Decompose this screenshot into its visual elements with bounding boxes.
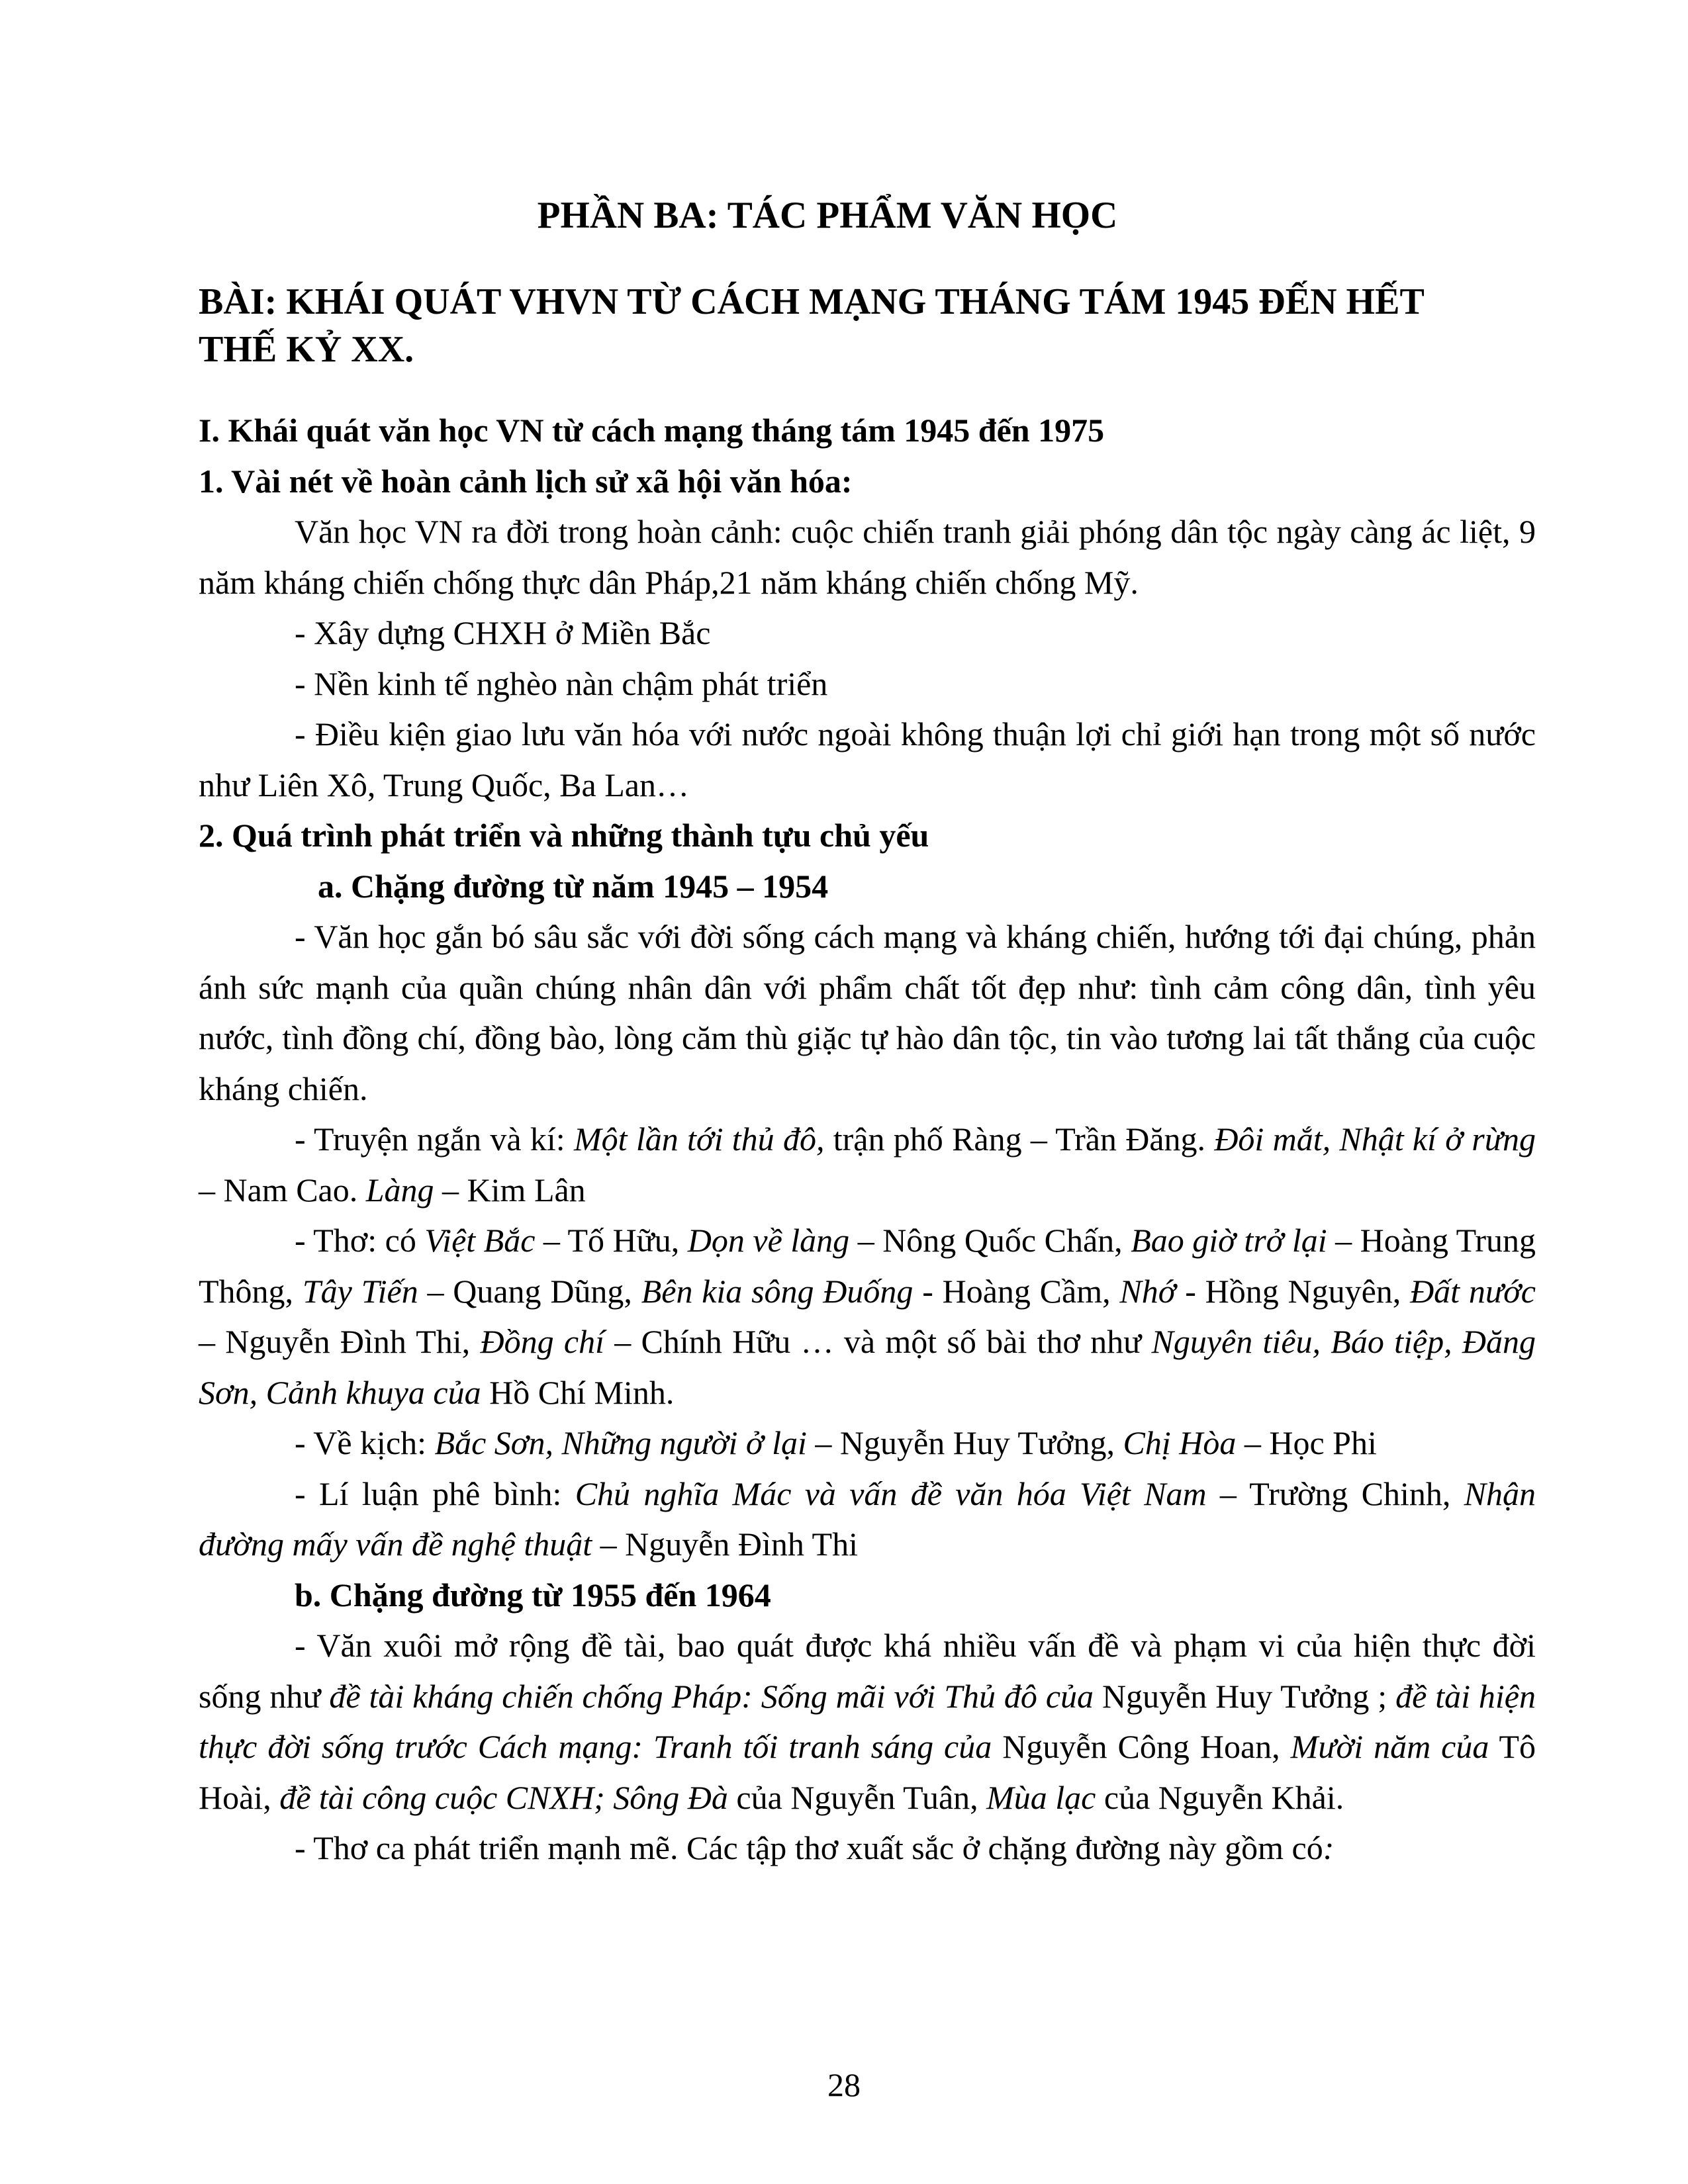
text-run: - Thơ: có bbox=[295, 1222, 425, 1259]
text-run: – Hoàng Trung Thông, bbox=[199, 1222, 1536, 1310]
work-title: Chị Hòa bbox=[1123, 1424, 1237, 1461]
work-title: Đôi mắt, Nhật kí ở rừng bbox=[1214, 1120, 1536, 1158]
text-run: – Học Phi bbox=[1236, 1424, 1377, 1461]
work-title: Nhận đường mấy vấn đề nghệ thuật bbox=[199, 1475, 1536, 1563]
lesson-heading-line-2: THẾ KỶ XX. bbox=[199, 329, 414, 370]
work-title: đề tài công cuộc CNXH; Sông Đà bbox=[279, 1778, 728, 1816]
period-a-title: a. Chặng đường từ năm 1945 – 1954 bbox=[318, 867, 829, 905]
work-title: Dọn về làng bbox=[687, 1222, 850, 1259]
text-run: – Nguyễn Đình Thi bbox=[592, 1525, 858, 1563]
work-title: Bắc Sơn, Những người ở lại bbox=[434, 1424, 807, 1461]
text-run: - Truyện ngắn và kí: bbox=[295, 1120, 574, 1158]
text-run: của Nguyễn Khải. bbox=[1096, 1778, 1344, 1816]
text-run: – Quang Dũng, bbox=[418, 1272, 641, 1310]
work-title: Bên kia sông Đuống bbox=[641, 1272, 914, 1310]
text-run: - Hồng Nguyên, bbox=[1176, 1272, 1411, 1310]
text-run: trận phố Ràng – Trần Đăng. bbox=[824, 1120, 1215, 1158]
text-run: Hồ Chí Minh. bbox=[481, 1373, 675, 1411]
period-b-title: b. Chặng đường từ 1955 đến 1964 bbox=[295, 1576, 771, 1614]
subsection-1-bullet-2: - Nền kinh tế nghèo nàn chậm phát triển bbox=[295, 664, 828, 702]
work-title: Chủ nghĩa Mác và vấn đề văn hóa Việt Nam bbox=[575, 1475, 1207, 1512]
period-a-stories bbox=[199, 1114, 1536, 1215]
text-run: - Về kịch: bbox=[295, 1424, 435, 1461]
part-heading: PHẦN BA: TÁC PHẨM VĂN HỌC bbox=[537, 195, 1118, 236]
work-title: đề tài hiện thực đời sống trước Cách mạng: Tranh tối tranh sáng của bbox=[199, 1677, 1536, 1765]
period-b-prose bbox=[199, 1620, 1536, 1823]
work-title: Làng bbox=[365, 1171, 434, 1208]
work-title: Bao giờ trở lại bbox=[1131, 1222, 1327, 1259]
text-run: – Nguyễn Đình Thi, bbox=[199, 1323, 481, 1360]
text-run: - Thơ ca phát triển mạnh mẽ. Các tập thơ xuất sắc ở chặng đường này gồm có bbox=[295, 1829, 1323, 1866]
text-run: - Lí luận phê bình: bbox=[295, 1475, 575, 1512]
text-run: – Chính Hữu … và một số bài thơ như bbox=[604, 1323, 1152, 1360]
text-run: - Văn xuôi mở rộng đề tài, bao quát được khá nhiều vấn đề và phạm vi của hiện thực đời sống như bbox=[199, 1627, 1536, 1715]
text-run: của Nguyễn Tuân, bbox=[727, 1778, 987, 1816]
work-title: : bbox=[1323, 1829, 1335, 1866]
subsection-2-title: 2. Quá trình phát triển và những thành tựu chủ yếu bbox=[199, 817, 929, 854]
period-a-theory bbox=[199, 1469, 1536, 1570]
work-title: Đồng chí bbox=[480, 1323, 604, 1360]
lesson-heading-line-1: BÀI: KHÁI QUÁT VHVN TỪ CÁCH MẠNG THÁNG TÁM 1945 ĐẾN HẾT bbox=[199, 281, 1425, 322]
text-run: – Nam Cao. bbox=[199, 1171, 366, 1208]
text-run: Nguyễn Công Hoan, bbox=[992, 1728, 1291, 1765]
page-number: 28 bbox=[827, 2066, 861, 2103]
text-run: – Trường Chinh, bbox=[1206, 1475, 1464, 1512]
subsection-1-bullet-1: - Xây dựng CHXH ở Miền Bắc bbox=[295, 614, 711, 651]
work-title: Mười năm của bbox=[1290, 1728, 1489, 1765]
text-run: – Tố Hữu, bbox=[535, 1222, 688, 1259]
section-i-title: I. Khái quát văn học VN từ cách mạng tháng tám 1945 đến 1975 bbox=[199, 412, 1105, 449]
work-title: đề tài kháng chiến chống Pháp: Sống mãi với Thủ đô của bbox=[329, 1677, 1094, 1715]
work-title: Một lần tới thủ đô, bbox=[574, 1120, 825, 1158]
work-title: Việt Bắc bbox=[424, 1222, 536, 1259]
period-a-paragraph: - Văn học gắn bó sâu sắc với đời sống cách mạng và kháng chiến, hướng tới đại chúng, phản ánh sức mạnh của quần chúng nhân dân với phẩm chất tốt đẹp như: tình cảm công dân, tình yêu nước, tình đồng chí, đồng bào, lòng căm thù giặc tự hào dân tộc, tin vào tương lai tất thắng của cuộc kháng chiến. bbox=[199, 918, 1536, 1107]
period-b-poetry bbox=[199, 1823, 1536, 1874]
work-title: Nhớ bbox=[1119, 1272, 1176, 1310]
text-run: – Kim Lân bbox=[434, 1171, 586, 1208]
text-run: - Hoàng Cầm, bbox=[913, 1272, 1120, 1310]
period-a-drama bbox=[199, 1418, 1536, 1469]
work-title: Mùa lạc bbox=[986, 1778, 1096, 1816]
subsection-1-bullet-3: - Điều kiện giao lưu văn hóa với nước ngoài không thuận lợi chỉ giới hạn trong một số nước như Liên Xô, Trung Quốc, Ba Lan… bbox=[199, 715, 1536, 803]
lesson-heading bbox=[199, 278, 1523, 373]
body-text bbox=[199, 405, 1536, 1874]
text-run: Tô Hoài, bbox=[199, 1728, 1536, 1816]
text-run: – Nông Quốc Chấn, bbox=[849, 1222, 1131, 1259]
subsection-1-title: 1. Vài nét về hoàn cảnh lịch sử xã hội văn hóa: bbox=[199, 462, 853, 500]
text-run: Nguyễn Huy Tưởng ; bbox=[1094, 1677, 1396, 1715]
work-title: Đất nước bbox=[1410, 1272, 1536, 1310]
period-a-poetry bbox=[199, 1215, 1536, 1418]
text-run: – Nguyễn Huy Tưởng, bbox=[806, 1424, 1123, 1461]
work-title: Nguyên tiêu, Báo tiệp, Đăng Sơn, Cảnh khuya của bbox=[199, 1323, 1536, 1411]
subsection-1-paragraph: Văn học VN ra đời trong hoàn cảnh: cuộc chiến tranh giải phóng dân tộc ngày càng ác liệt, 9 năm kháng chiến chống thực dân Pháp,21 năm kháng chiến chống Mỹ. bbox=[199, 513, 1536, 601]
work-title: Tây Tiến bbox=[302, 1272, 418, 1310]
